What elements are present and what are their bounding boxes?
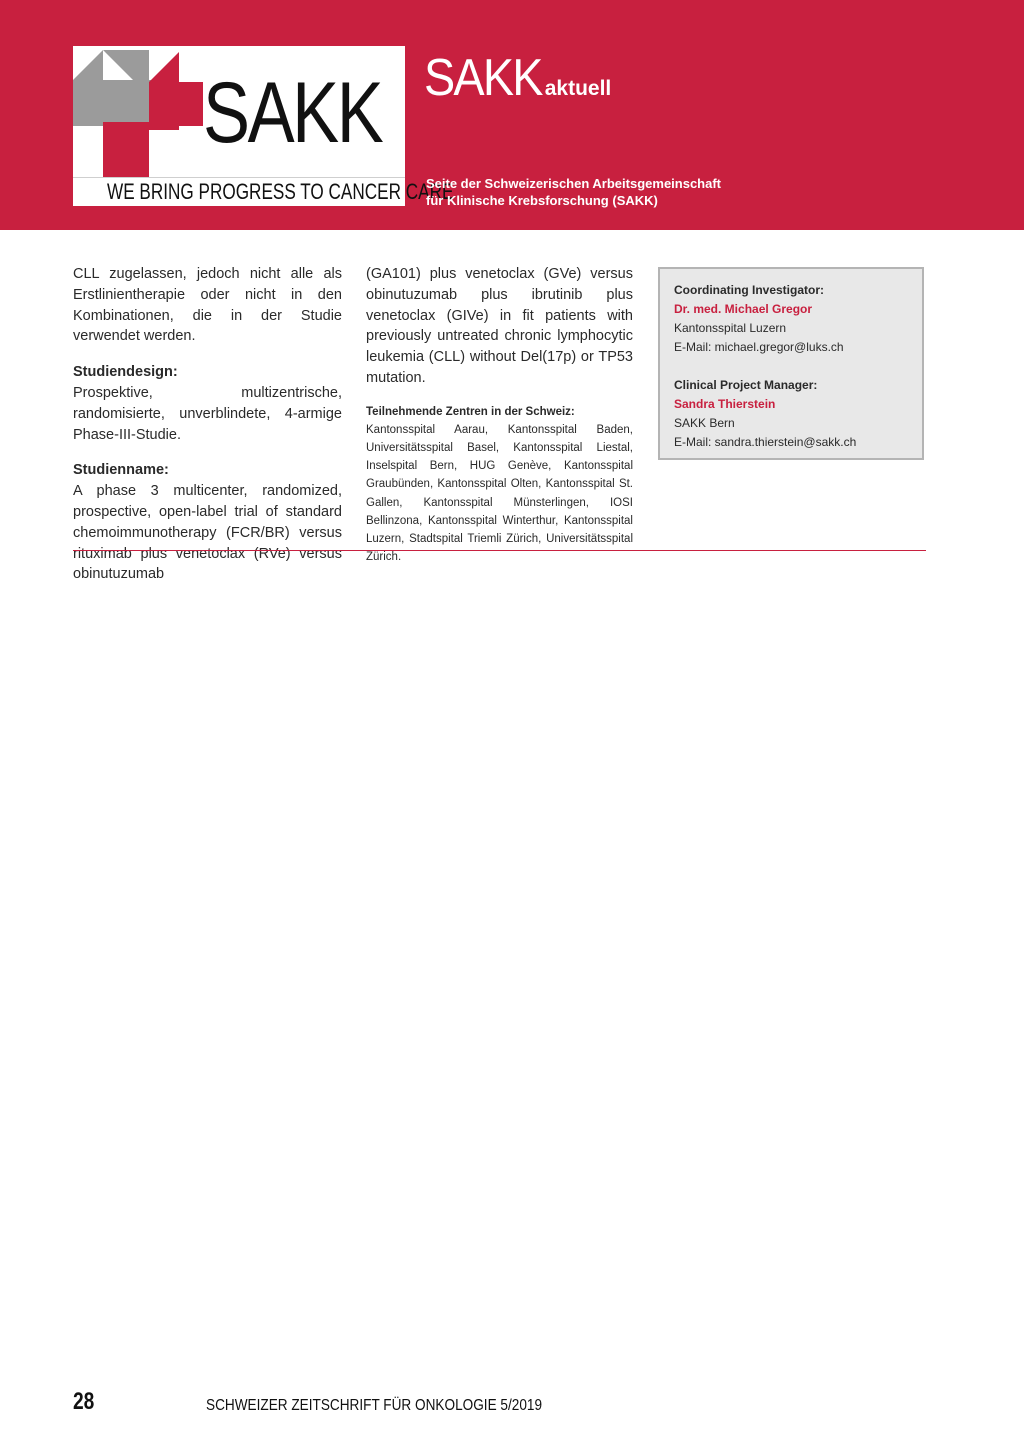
pm-organization: SAKK Bern [674,416,735,430]
centers-heading: Teilnehmende Zentren in der Schweiz: [366,405,575,418]
ci-email[interactable]: E-Mail: michael.gregor@luks.ch [674,340,844,354]
header-banner [0,0,1024,230]
ci-name: Dr. med. Michael Gregor [674,302,813,316]
contact-box [658,267,924,460]
ci-organization: Kantonsspital Luzern [674,321,787,335]
section-subtitle [426,175,721,209]
subtitle-line-1: Seite der Schweizerischen Arbeitsgemeinschaft [426,176,722,191]
page-number: 28 [73,1388,95,1415]
logo-wordmark: SAKK [203,65,382,161]
logo-tagline [73,177,454,206]
section-title-suffix: aktuell [544,77,612,100]
study-name-continuation: (GA101) plus venetoclax (GVe) versus obinutuzumab plus ibrutinib plus venetoclax (GIVe) in fit patients with previously untreated chronic lymphocytic leukemia (CLL) without Del(17p) or TP53 mutation. [366,266,633,386]
cross-logo-icon [73,46,203,178]
intro-paragraph: CLL zugelassen, jedoch nicht alle als Erstlinientherapie oder nicht in den Kombinationen, die in der Studie verwendet werden. [73,266,342,345]
logo-tagline-text: WE BRING PROGRESS TO CANCER CARE [107,179,454,204]
pm-email[interactable]: E-Mail: sandra.thierstein@sakk.ch [674,435,857,449]
study-design-heading: Studiendesign: [73,364,178,381]
sakk-logo [73,46,454,206]
study-design-text: Prospektive, multizentrische, randomisierte, unverblindete, 4-armige Phase-III-Studie. [73,384,342,443]
pm-label: Clinical Project Manager: [674,378,818,392]
study-name-heading: Studienname: [73,462,169,479]
study-name-text: A phase 3 multicenter, randomized, prospective, open-label trial of standard chemoimmunotherapy (FCR/BR) versus rituximab plus venetoclax (RVe) versus obinutuzumab [73,483,342,583]
section-divider [73,550,926,551]
section-title [424,48,611,108]
contact-content [674,281,914,452]
subtitle-line-2: für Klinische Krebsforschung (SAKK) [426,193,658,208]
pm-name: Sandra Thierstein [674,397,776,411]
centers-list: Kantonsspital Aarau, Kantonsspital Baden, Universitätsspital Basel, Kantonsspital Liestal, Inselspital Bern, HUG Genève, Kantonsspital Graubünden, Kantonsspital Olten, Kantonsspital St. Gallen, Kantonsspital Münsterlingen, IOSI Bellinzona, Kantonsspital Winterthur, Kantonsspital Luzern, Stadtspital Triemli Zürich, Universitätsspital Zürich. [366,423,633,564]
centers-section [366,404,633,567]
section-title-main: SAKK [424,49,542,107]
study-name-section [73,460,342,585]
text-column-2 [366,264,633,581]
journal-title: SCHWEIZER ZEITSCHRIFT FÜR ONKOLOGIE 5/2019 [206,1397,543,1414]
ci-label: Coordinating Investigator: [674,283,824,297]
study-design-section [73,362,342,445]
contact-spacer [674,357,914,376]
